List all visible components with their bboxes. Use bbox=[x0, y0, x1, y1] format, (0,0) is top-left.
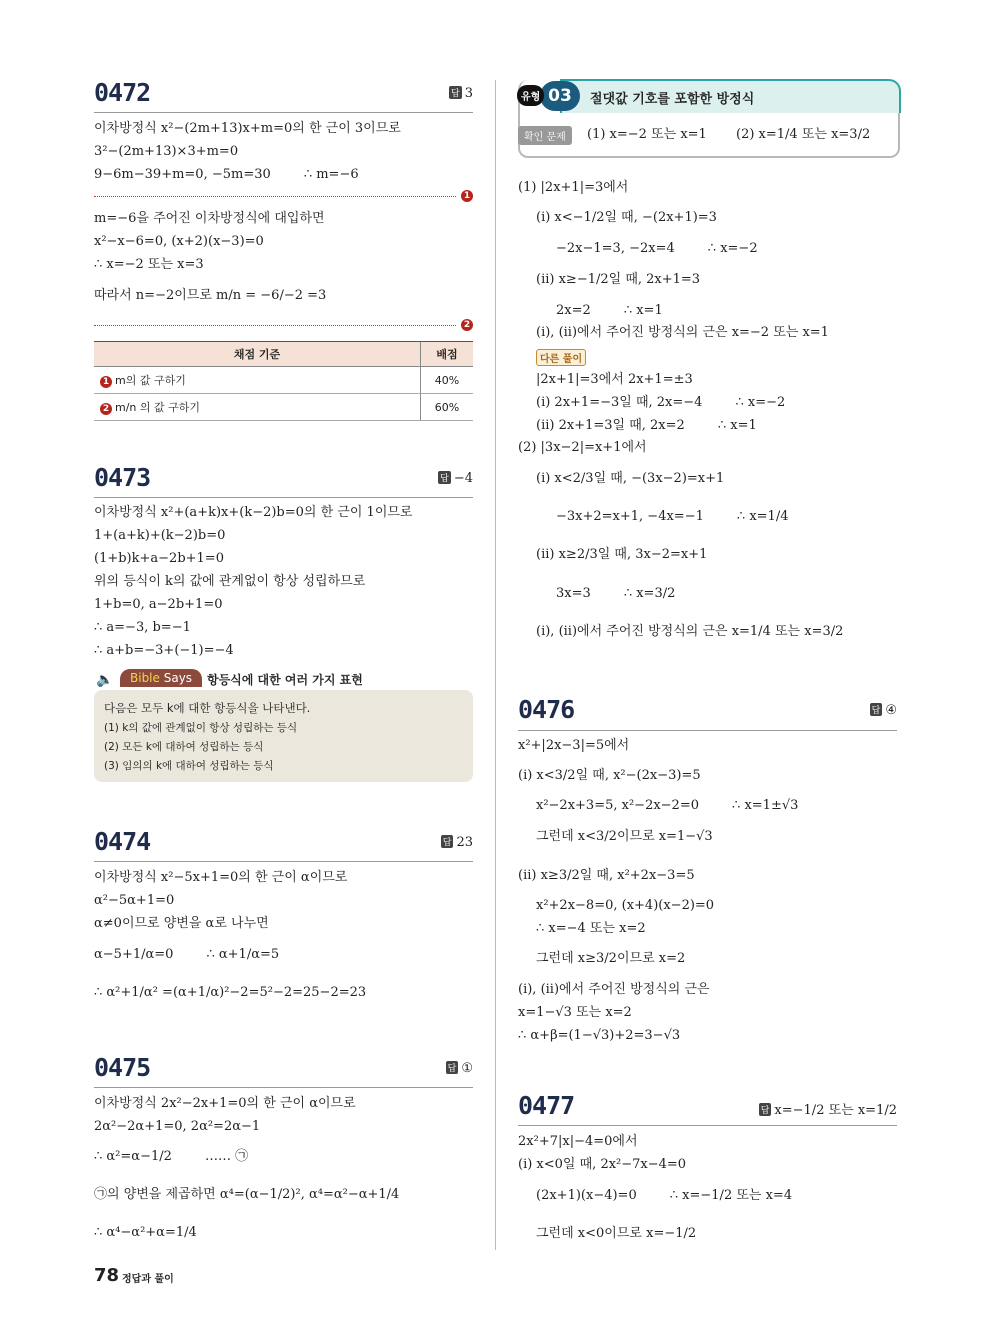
solution-line: (i) x<−1/2일 때, −(2x+1)=3 bbox=[536, 210, 717, 225]
step-marker: 1 bbox=[461, 190, 473, 202]
solution-line: 이차방정식 x²−(2m+13)x+m=0의 한 근이 3이므로 bbox=[94, 121, 401, 136]
solution-line: ∴ α+β=(1−√3)+2=3−√3 bbox=[518, 1028, 681, 1043]
divider bbox=[94, 112, 473, 113]
answer-label: 답 bbox=[438, 471, 451, 484]
solution-line: α²−5α+1=0 bbox=[94, 893, 175, 908]
solution-line: (i) x<0일 때, 2x²−7x−4=0 bbox=[518, 1157, 687, 1172]
solution-line: 2x²+7|x|−4=0에서 bbox=[518, 1134, 638, 1149]
points: 40% bbox=[421, 367, 474, 394]
answer-value: x=−1/2 또는 x=1/2 bbox=[774, 1103, 897, 1118]
solution-line: (i) x<3/2일 때, x²−(2x−3)=5 bbox=[518, 768, 701, 783]
dotted-divider bbox=[94, 196, 456, 197]
solution-line: α−5+1/α=0 ∴ α+1/α=5 bbox=[94, 947, 280, 962]
answer-value: 23 bbox=[456, 835, 473, 850]
solution-line: 9−6m−39+m=0, −5m=30 ∴ m=−6 bbox=[94, 167, 359, 182]
solution-line: (1+b)k+a−2b+1=0 bbox=[94, 551, 224, 566]
solution-line: 그런데 x<3/2이므로 x=1−√3 bbox=[536, 829, 713, 844]
answer-label: 답 bbox=[870, 703, 883, 716]
solution-line: (1) |2x+1|=3에서 bbox=[518, 180, 629, 195]
criteria: m/n 의 값 구하기 bbox=[115, 401, 201, 414]
solution-line: x=1−√3 또는 x=2 bbox=[518, 1005, 632, 1020]
solution-line: 3x=3 ∴ x=3/2 bbox=[556, 586, 676, 601]
answer bbox=[441, 835, 473, 850]
check-answer-1: (1) x=−2 또는 x=1 bbox=[587, 127, 707, 142]
solution-line: (ii) x≥3/2일 때, x²+2x−3=5 bbox=[518, 868, 695, 883]
solution-line: (i), (ii)에서 주어진 방정식의 근은 bbox=[518, 982, 710, 997]
solution-line: ∴ α²+1/α² =(α+1/α)²−2=5²−2=25−2=23 bbox=[94, 985, 367, 1000]
solution-line: −3x+2=x+1, −4x=−1 ∴ x=1/4 bbox=[556, 509, 789, 524]
answer bbox=[446, 1061, 473, 1076]
solution-line: 그런데 x<0이므로 x=−1/2 bbox=[536, 1226, 697, 1241]
type-title: 절댓값 기호를 포함한 방정식 bbox=[590, 92, 755, 107]
answer-value: 3 bbox=[464, 86, 473, 101]
answer-value: ④ bbox=[885, 703, 897, 718]
solution-line: x²−x−6=0, (x+2)(x−3)=0 bbox=[94, 234, 264, 249]
solution-line: x²−2x+3=5, x²−2x−2=0 ∴ x=1±√3 bbox=[536, 798, 799, 813]
header-points: 배점 bbox=[421, 342, 474, 367]
bible-line: (3) 임의의 k에 대하여 성립하는 등식 bbox=[104, 760, 274, 772]
solution-line: ∴ x=−4 또는 x=2 bbox=[536, 921, 646, 936]
solution-line: (i), (ii)에서 주어진 방정식의 근은 x=−2 또는 x=1 bbox=[536, 325, 829, 340]
answer-label: 답 bbox=[449, 86, 462, 99]
header-criteria: 채점 기준 bbox=[94, 342, 421, 367]
solution-line: (i) 2x+1=−3일 때, 2x=−4 ∴ x=−2 bbox=[536, 395, 786, 410]
problem-number: 0477 bbox=[518, 1091, 575, 1120]
solution-line: 1+(a+k)+(k−2)b=0 bbox=[94, 528, 226, 543]
tag-b: Says bbox=[163, 671, 193, 685]
solution-line: 그런데 x≥3/2이므로 x=2 bbox=[536, 951, 686, 966]
scoring-table bbox=[94, 341, 473, 421]
footer-label: 정답과 풀이 bbox=[122, 1274, 174, 1285]
check-answer-2: (2) x=1/4 또는 x=3/2 bbox=[736, 127, 871, 142]
solution-line: 2x=2 ∴ x=1 bbox=[556, 303, 663, 318]
column-divider bbox=[495, 80, 496, 1250]
solution-line: α≠0이므로 양변을 α로 나누면 bbox=[94, 916, 269, 931]
tag-a: Bible bbox=[130, 671, 160, 685]
solution-line: ∴ α²=α−1/2 …… ㉠ bbox=[94, 1149, 249, 1164]
check-label: 확인 문제 bbox=[518, 126, 572, 145]
problem-number: 0475 bbox=[94, 1053, 151, 1082]
table-row bbox=[94, 367, 473, 394]
answer-label: 답 bbox=[759, 1103, 772, 1116]
solution-line: ∴ α⁴−α²+α=1/4 bbox=[94, 1225, 197, 1240]
solution-line: (ii) x≥2/3일 때, 3x−2=x+1 bbox=[536, 547, 708, 562]
answer bbox=[438, 471, 473, 486]
solution-line: 이차방정식 x²−5x+1=0의 한 근이 α이므로 bbox=[94, 870, 348, 885]
solution-line: −2x−1=3, −2x=4 ∴ x=−2 bbox=[556, 241, 758, 256]
solution-line: 이차방정식 2x²−2x+1=0의 한 근이 α이므로 bbox=[94, 1096, 356, 1111]
points: 60% bbox=[421, 394, 474, 421]
type-badge: 유형 bbox=[517, 85, 544, 106]
step-marker: 2 bbox=[461, 319, 473, 331]
solution-line: 따라서 n=−2이므로 m/n = −6/−2 =3 bbox=[94, 288, 327, 303]
answer-label: 답 bbox=[446, 1061, 459, 1074]
solution-line: 2α²−2α+1=0, 2α²=2α−1 bbox=[94, 1119, 261, 1134]
solution-line: 1+b=0, a−2b+1=0 bbox=[94, 597, 223, 612]
solution-line: (i) x<2/3일 때, −(3x−2)=x+1 bbox=[536, 471, 725, 486]
criteria: m의 값 구하기 bbox=[115, 374, 186, 387]
problem-number: 0473 bbox=[94, 463, 151, 492]
problem-number: 0474 bbox=[94, 827, 151, 856]
answer-label: 답 bbox=[441, 835, 454, 848]
solution-line: (ii) 2x+1=3일 때, 2x=2 ∴ x=1 bbox=[536, 418, 757, 433]
solution-line: x²+|2x−3|=5에서 bbox=[518, 738, 630, 753]
answer bbox=[870, 703, 897, 718]
solution-line: ∴ a=−3, b=−1 bbox=[94, 620, 191, 635]
page-number: 78 bbox=[94, 1265, 120, 1286]
alt-solution-badge: 다른 풀이 bbox=[536, 349, 586, 366]
bible-line: 다음은 모두 k에 대한 항등식을 나타낸다. bbox=[104, 701, 311, 715]
problem-number: 0472 bbox=[94, 78, 151, 107]
type-number: 03 bbox=[540, 81, 580, 111]
solution-line: (ii) x≥−1/2일 때, 2x+1=3 bbox=[536, 272, 701, 287]
answer bbox=[449, 86, 473, 101]
bible-says-tag bbox=[120, 669, 202, 687]
solution-line: (2) |3x−2|=x+1에서 bbox=[518, 440, 647, 455]
answer-value: ① bbox=[461, 1061, 473, 1076]
solution-line: ㉠의 양변을 제곱하면 α⁴=(α−1/2)², α⁴=α²−α+1/4 bbox=[94, 1187, 400, 1202]
solution-line: 이차방정식 x²+(a+k)x+(k−2)b=0의 한 근이 1이므로 bbox=[94, 505, 413, 520]
divider bbox=[94, 497, 473, 498]
solution-line: ∴ a+b=−3+(−1)=−4 bbox=[94, 643, 234, 658]
divider bbox=[94, 861, 473, 862]
solution-line: m=−6을 주어진 이차방정식에 대입하면 bbox=[94, 211, 325, 226]
speaker-icon: 🔈 bbox=[96, 672, 114, 688]
problem-number: 0476 bbox=[518, 695, 575, 724]
solution-line: x²+2x−8=0, (x+4)(x−2)=0 bbox=[536, 898, 715, 913]
solution-line: 위의 등식이 k의 값에 관계없이 항상 성립하므로 bbox=[94, 574, 366, 589]
step-marker: 1 bbox=[100, 376, 112, 388]
answer bbox=[759, 1099, 897, 1118]
table-row bbox=[94, 394, 473, 421]
bible-line: (2) 모든 k에 대하여 성립하는 등식 bbox=[104, 741, 264, 753]
solution-line: (i), (ii)에서 주어진 방정식의 근은 x=1/4 또는 x=3/2 bbox=[536, 624, 844, 639]
bible-says-title: 항등식에 대한 여러 가지 표현 bbox=[207, 673, 363, 687]
solution-line: |2x+1|=3에서 2x+1=±3 bbox=[536, 372, 693, 387]
bible-line: (1) k의 값에 관계없이 항상 성립하는 등식 bbox=[104, 722, 298, 734]
dotted-divider bbox=[94, 325, 456, 326]
divider bbox=[518, 730, 897, 731]
divider bbox=[94, 1087, 473, 1088]
solution-line: 3²−(2m+13)×3+m=0 bbox=[94, 144, 239, 159]
solution-line: (2x+1)(x−4)=0 ∴ x=−1/2 또는 x=4 bbox=[536, 1188, 793, 1203]
step-marker: 2 bbox=[100, 403, 112, 415]
solution-line: ∴ x=−2 또는 x=3 bbox=[94, 257, 204, 272]
divider bbox=[518, 1125, 897, 1126]
answer-value: −4 bbox=[453, 471, 473, 486]
